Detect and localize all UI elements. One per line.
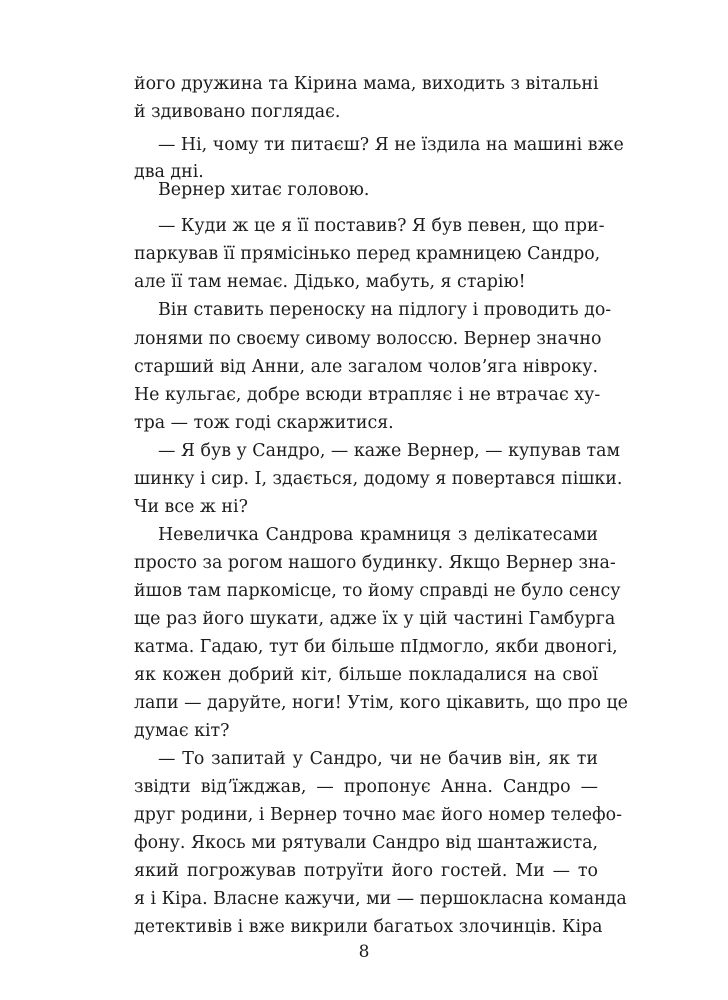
text-line: — Я був у Сандро, — каже Вернер, — купував там xyxy=(158,441,620,461)
text-line: — Куди ж це я її поставив? Я був певен, що при- xyxy=(158,216,605,236)
text-line: шинку і сир. І, здається, додому я повертався пішки. xyxy=(134,469,623,489)
text-line: як кожен добрий кіт, більше покладалися на свої xyxy=(134,665,598,685)
text-line: Чи все ж ні? xyxy=(134,497,248,517)
text-line: який погрожував потруїти його гостей. Ми — то xyxy=(134,861,598,881)
text-line: просто за рогом нашого будинку. Якщо Вернер зна- xyxy=(134,553,616,573)
text-line: детективів і вже викрили багатьох злочинців. Кіра xyxy=(134,917,603,937)
text-line: — Ні, чому ти питаєш? Я не їздила на машині вже xyxy=(158,135,624,155)
text-line: ще раз його шукати, адже їх у цій частині Гамбурга xyxy=(134,609,616,629)
text-line: фону. Якось ми рятували Сандро від шантажиста, xyxy=(134,833,598,853)
text-line: Невеличка Сандрова крамниця з делікатесами xyxy=(158,525,598,545)
text-line: друг родини, і Вернер точно має його номер телефо- xyxy=(134,805,622,825)
text-line: але її там немає. Дідько, мабуть, я старію! xyxy=(134,272,526,292)
text-line: тра — тож годі скаржитися. xyxy=(134,413,394,433)
text-line: Він ставить переноску на підлогу і проводить до- xyxy=(158,300,612,320)
text-line: звідти відʼїжджав, — пропонує Анна. Сандро — xyxy=(134,777,598,797)
text-line: катма. Гадаю, тут би більше пІдмогло, якби двоногі, xyxy=(134,637,618,657)
text-line: лапи — даруйте, ноги! Утім, кого цікавить, що про це xyxy=(134,693,628,713)
text-line: — То запитай у Сандро, чи не бачив він, як ти xyxy=(158,749,598,769)
text-line: йшов там паркомісце, то йому справді не було сенсу xyxy=(134,581,621,601)
text-line: Не кульгає, добре всюди втрапляє і не втрачає ху- xyxy=(134,385,601,405)
text-line: його дружина та Кірина мама, виходить з вітальні xyxy=(134,74,599,94)
text-line: старший від Анни, але загалом чоловʼяга нівроку. xyxy=(134,357,598,377)
page-number: 8 xyxy=(358,942,370,962)
text-line: паркував її прямісінько перед крамницею Сандро, xyxy=(134,244,601,264)
text-line: думає кіт? xyxy=(134,721,230,741)
text-line: Вернер хитає головою. xyxy=(158,180,370,200)
text-line: два дні. xyxy=(134,162,204,182)
text-line: й здивовано поглядає. xyxy=(134,102,341,122)
text-line: я і Кіра. Власне кажучи, ми — першокласна команда xyxy=(134,889,627,909)
text-line: лонями по своєму сивому волоссю. Вернер значно xyxy=(134,329,602,349)
